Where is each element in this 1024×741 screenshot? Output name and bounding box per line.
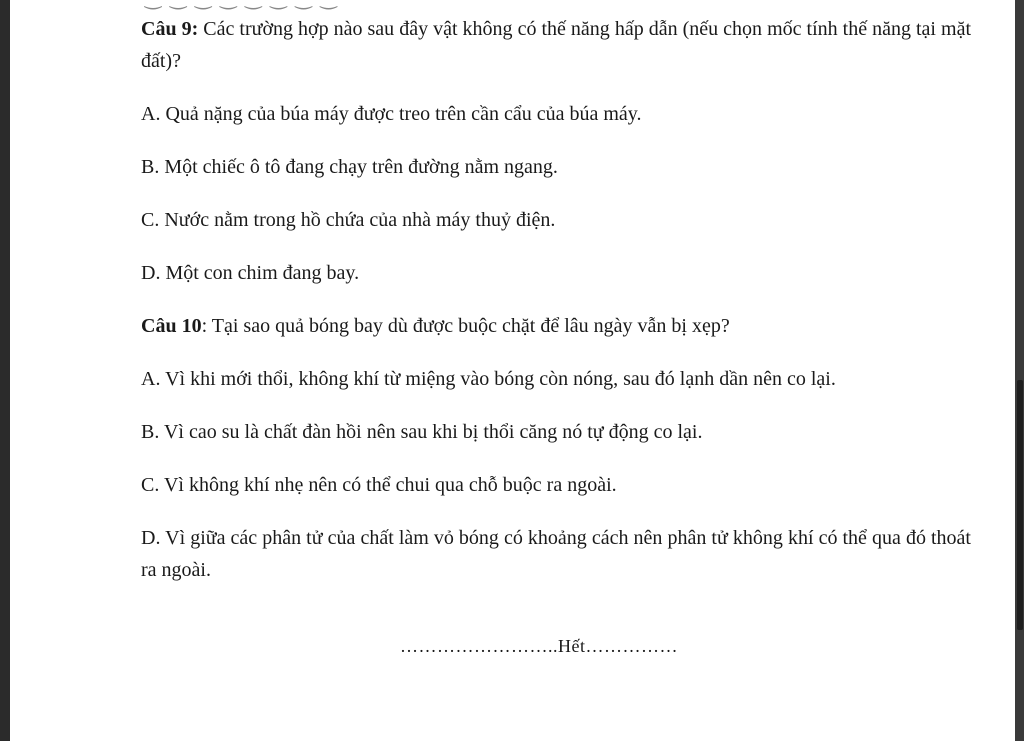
question-10-option-c: C. Vì không khí nhẹ nên có thể chui qua chỗ buộc ra ngoài. bbox=[141, 474, 617, 496]
scrollbar-thumb[interactable] bbox=[1017, 380, 1023, 630]
question-10-text: : Tại sao quả bóng bay dù được buộc chặt để lâu ngày vẫn bị xẹp? bbox=[201, 315, 730, 337]
question-10-option-b: B. Vì cao su là chất đàn hồi nên sau khi bị thổi căng nó tự động co lại. bbox=[141, 421, 703, 443]
question-9-option-b: B. Một chiếc ô tô đang chạy trên đường nằm ngang. bbox=[141, 156, 558, 178]
question-9-option-c: C. Nước nằm trong hồ chứa của nhà máy thuỷ điện. bbox=[141, 209, 556, 231]
question-9-number: Câu 9: bbox=[141, 18, 199, 40]
question-9-option-a: A. Quả nặng của búa máy được treo trên cần cẩu của búa máy. bbox=[141, 103, 642, 125]
question-9 bbox=[141, 13, 971, 77]
end-marker: ……………………..Hết…………… bbox=[400, 636, 678, 656]
previous-page-text-remnant bbox=[145, 0, 339, 11]
question-10 bbox=[141, 310, 971, 342]
question-9-option-d: D. Một con chim đang bay. bbox=[141, 262, 360, 284]
question-10-option-a: A. Vì khi mới thổi, không khí từ miệng vào bóng còn nóng, sau đó lạnh dần nên co lại. bbox=[141, 368, 836, 390]
question-9-text: Các trường hợp nào sau đây vật không có thế năng hấp dẫn (nếu chọn mốc tính thế năng tại mặt đất)? bbox=[141, 18, 971, 72]
document-page bbox=[10, 0, 1015, 741]
document-body bbox=[141, 13, 971, 586]
viewer-left-edge bbox=[0, 0, 10, 741]
question-10-option-d: D. Vì giữa các phân tử của chất làm vỏ bóng có khoảng cách nên phân tử không khí có thể qua đó thoát ra ngoài. bbox=[141, 527, 971, 581]
question-10-number: Câu 10 bbox=[141, 315, 202, 337]
scrollbar-track[interactable] bbox=[1015, 0, 1024, 741]
